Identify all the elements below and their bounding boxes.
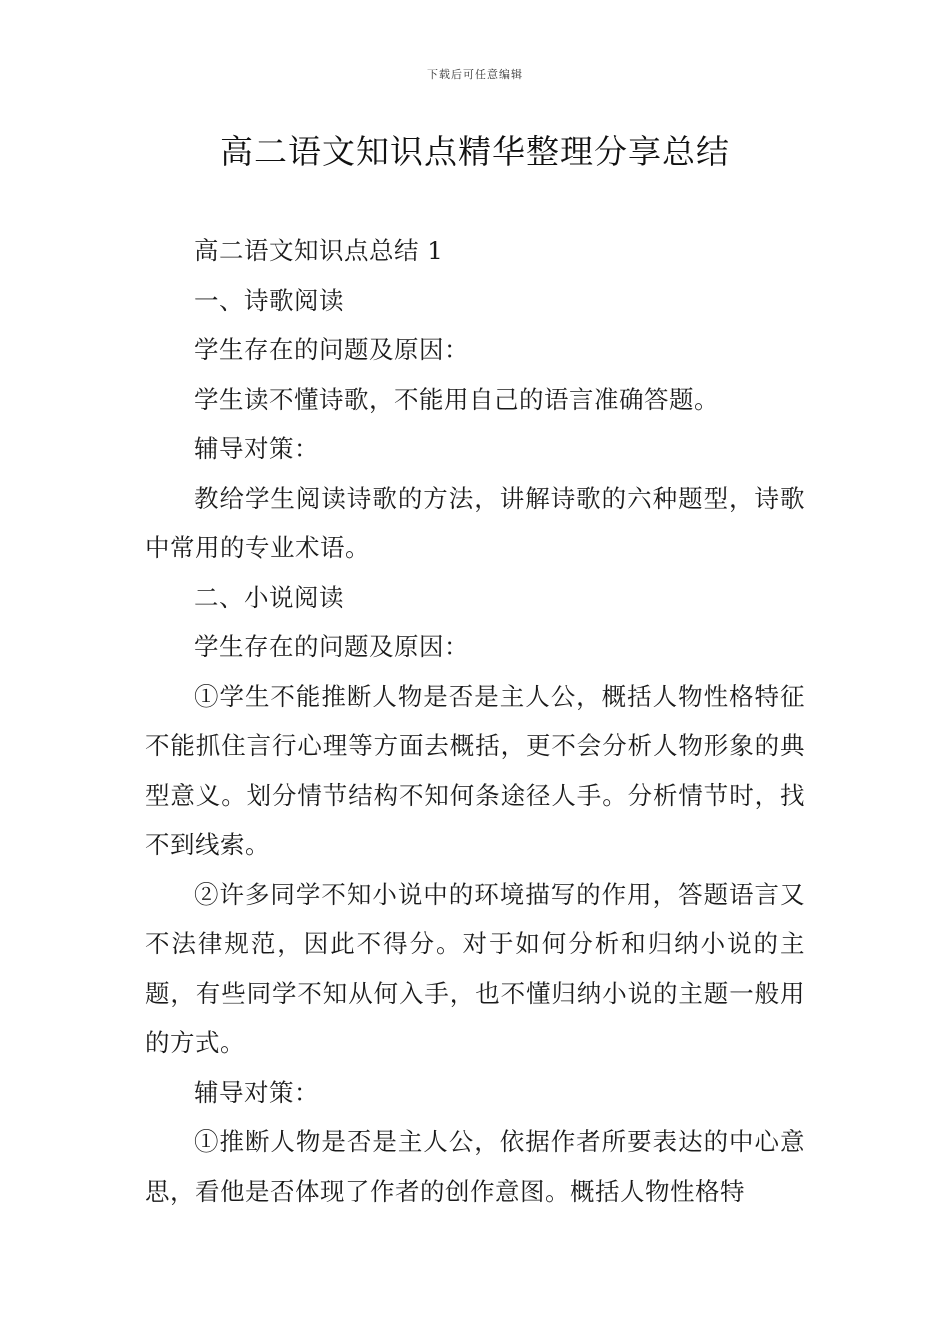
paragraph-novel-problem-1: ①学生不能推断人物是否是主人公，概括人物性格特征不能抓住言行心理等方面去概括，更不会分析人物形象的典型意义。划分情节结构不知何条途径人手。分析情节时，找不到线索。	[145, 681, 805, 859]
paragraph-strategy-label-2: 辅导对策：	[194, 1077, 319, 1107]
document-title: 高二语文知识点精华整理分享总结	[220, 132, 730, 171]
paragraph-section-heading: 高二语文知识点总结 1	[194, 236, 444, 265]
paragraph-novel-problem-2: ②许多同学不知小说中的环境描写的作用，答题语言又不法律规范，因此不得分。对于如何分析和归纳小说的主题，有些同学不知从何入手，也不懂归纳小说的主题一般用的方式。	[145, 879, 805, 1057]
paragraph-poetry-strategy: 教给学生阅读诗歌的方法，讲解诗歌的六种题型，诗歌中常用的专业术语。	[145, 483, 805, 562]
paragraph-problems-label-2: 学生存在的问题及原因：	[194, 632, 469, 661]
paragraph-poetry-problem: 学生读不懂诗歌，不能用自己的语言准确答题。	[194, 384, 719, 414]
paragraph-strategy-label: 辅导对策：	[194, 434, 319, 463]
header-note: 下载后可任意编辑	[427, 68, 523, 81]
paragraph-problems-label: 学生存在的问题及原因：	[194, 335, 469, 364]
document-body	[145, 226, 805, 1216]
paragraph-novel-heading: 二、小说阅读	[194, 582, 344, 612]
paragraph-novel-strategy-1: ①推断人物是否是主人公，依据作者所要表达的中心意思，看他是否体现了作者的创作意图。概括人物性格特	[145, 1127, 805, 1206]
paragraph-poetry-heading: 一、诗歌阅读	[194, 285, 344, 315]
